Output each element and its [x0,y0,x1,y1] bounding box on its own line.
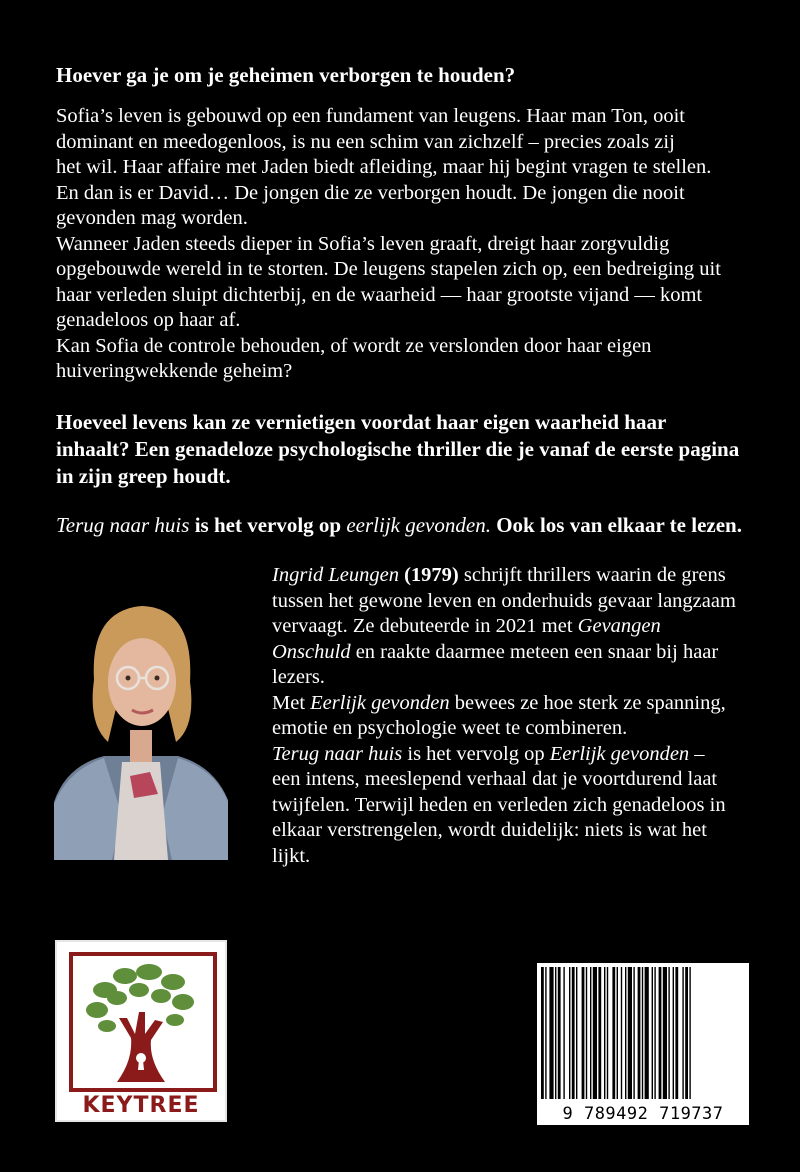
bio-line: een intens, meeslepend verhaal dat je voortdurend laat [272,768,718,790]
blurb-line: huiveringwekkende geheim? [56,360,293,382]
series-note [56,512,776,539]
bio-text: en raakte daarmee meteen een snaar bij haar [350,640,719,663]
book-title: Terug naar huis [272,742,403,765]
bio-line [272,691,792,717]
blurb-line: gevonden mag worden. [56,207,248,229]
bio-line: lijkt. [272,844,311,867]
author-name: Ingrid Leungen [272,564,399,586]
bio-line [272,563,792,589]
series-mid: is het vervolg op [189,512,347,537]
blurb-line: het wil. Haar affaire met Jaden biedt afleiding, maar hij begint vragen te stellen. [56,156,712,178]
bio-text: Met [272,691,311,714]
bio-line: lezers. [272,666,325,688]
blurb-line: haar verleden sluipt dichterbij, en de waarheid — haar grootste vijand — komt [56,283,703,306]
bio-line: emotie en psychologie weet te combineren. [272,717,628,739]
bio-text: vervaagt. Ze debuteerde in 2021 met [272,615,578,637]
bio-line [272,742,792,768]
author-bio [272,563,792,869]
blurb-line: genadeloos op haar af. [56,309,241,331]
blurb-line: opgebouwde wereld in te storten. De leugens stapelen zich op, een bedreiging uit [56,258,721,280]
bio-line [272,640,792,666]
book-title: Gevangen [577,615,661,637]
back-cover-blurb [56,60,776,539]
bio-text: is het vervolg op [402,742,550,765]
tagline-line: inhaalt? Een genadeloze psychologische thriller die je vanaf de eerste pagina [56,436,740,461]
bio-line [272,614,792,640]
series-end: Ook los van elkaar te lezen. [490,512,742,537]
book-title: Eerlijk gevonden [310,691,450,714]
series-title: Terug naar huis [56,512,190,537]
book-title: Eerlijk gevonden – [549,742,705,765]
blurb-line: Sofia’s leven is gebouwd op een fundament van leugens. Haar man Ton, ooit [56,105,685,127]
author-photo [54,580,228,860]
blurb-line: Wanneer Jaden steeds dieper in Sofia’s leven graaft, dreigt haar zorgvuldig [56,232,670,255]
blurb-tagline [56,409,776,490]
isbn-barcode [537,963,749,1125]
tree-icon [57,942,225,1092]
barcode-bars [537,963,749,1103]
tagline-line: Hoeveel levens kan ze vernietigen voordat haar eigen waarheid haar [56,409,667,434]
bio-line: twijfelen. Terwijl heden en verleden zich genadeloos in [272,793,726,816]
blurb-line: Kan Sofia de controle behouden, of wordt ze verslonden door haar eigen [56,334,652,357]
publisher-name: KEYTREE [82,1093,200,1118]
isbn-number: 9 789492 719737 [562,1104,724,1124]
blurb-paragraph [56,104,776,385]
blurb-line: En dan is er David… De jongen die ze verborgen houdt. De jongen die nooit [56,181,685,204]
bio-text: schrijft thrillers waarin de grens [458,564,726,586]
blurb-line: dominant en meedogenloos, is nu een schim van zichzelf – precies zoals zij [56,130,675,153]
bio-line: tussen het gewone leven en onderhuids gevaar langzaam [272,589,736,612]
publisher-logo [55,940,227,1122]
bio-line: elkaar verstrengelen, wordt duidelijk: niets is wat het [272,819,707,841]
book-title: Onschuld [272,640,351,663]
author-portrait-illustration [54,580,228,860]
bio-text: bewees ze hoe sterk ze spanning, [449,691,726,714]
blurb-headline: Hoever ga je om je geheimen verborgen te houden? [56,63,516,87]
tagline-line: in zijn greep houdt. [56,463,231,488]
author-year: (1979) [398,564,459,586]
series-prequel-title: eerlijk gevonden. [346,512,491,537]
